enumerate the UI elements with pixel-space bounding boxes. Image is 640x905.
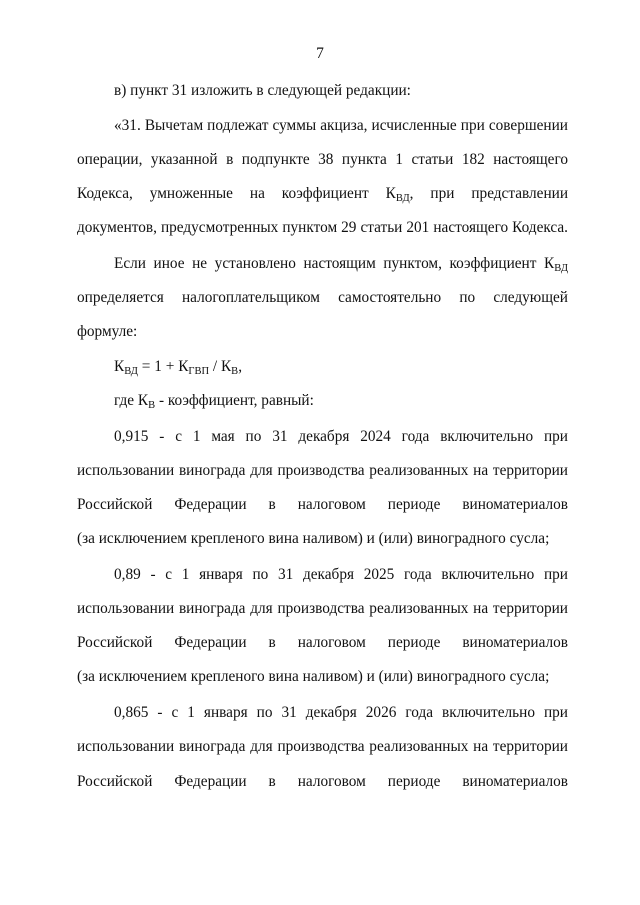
paragraph-line: Российской Федерации в налоговом периоде виноматериалов <box>77 773 568 790</box>
paragraph-line: 0,89 - с 1 января по 31 декабря 2025 года включительно при <box>114 566 568 583</box>
page-number: 7 <box>316 45 324 62</box>
paragraph-line: 0,865 - с 1 января по 31 декабря 2026 года включительно при <box>114 704 568 721</box>
paragraph-line: в) пункт 31 изложить в следующей редакции: <box>114 82 411 99</box>
paragraph-line: Российской Федерации в налоговом периоде виноматериалов <box>77 634 568 651</box>
paragraph-line: использовании винограда для производства реализованных на территории <box>77 738 568 755</box>
paragraph-line: использовании винограда для производства реализованных на территории <box>77 600 568 617</box>
coefficient-kvd: $К_{ВД}$ <box>544 255 569 274</box>
coefficient-kvd: $К_{ВД}$, <box>385 185 414 204</box>
paragraph-line: формуле: <box>77 323 138 340</box>
paragraph-line: где $К_В$ - коэффициент, равный: <box>114 392 314 411</box>
paragraph-line: Если иное не установлено настоящим пунктом, коэффициент $К_{ВД}$ <box>114 255 569 274</box>
paragraph-line: (за исключением крепленого вина наливом) и (или) виноградного сусла; <box>77 668 550 685</box>
paragraph-line: Кодекса, умноженные на коэффициент $К_{ВД}$, при представлении <box>77 185 569 204</box>
paragraph-line: 0,915 - с 1 мая по 31 декабря 2024 года включительно при <box>114 428 568 445</box>
paragraph-line: использовании винограда для производства реализованных на территории <box>77 462 568 479</box>
paragraph-line: определяется налогоплательщиком самостоятельно по следующей <box>77 289 568 306</box>
paragraph-line: документов, предусмотренных пунктом 29 статьи 201 настоящего Кодекса. <box>77 219 568 236</box>
paragraph-line: Российской Федерации в налоговом периоде виноматериалов <box>77 496 568 513</box>
paragraph-line: «31. Вычетам подлежат суммы акциза, исчисленные при совершении <box>114 117 568 134</box>
formula: $К_{ВД} = 1 + К_{ГВП} / К_В$, <box>114 358 243 377</box>
paragraph-line: (за исключением крепленого вина наливом) и (или) виноградного сусла; <box>77 530 550 547</box>
paragraph-line: операции, указанной в подпункте 38 пункта 1 статьи 182 настоящего <box>77 151 568 168</box>
